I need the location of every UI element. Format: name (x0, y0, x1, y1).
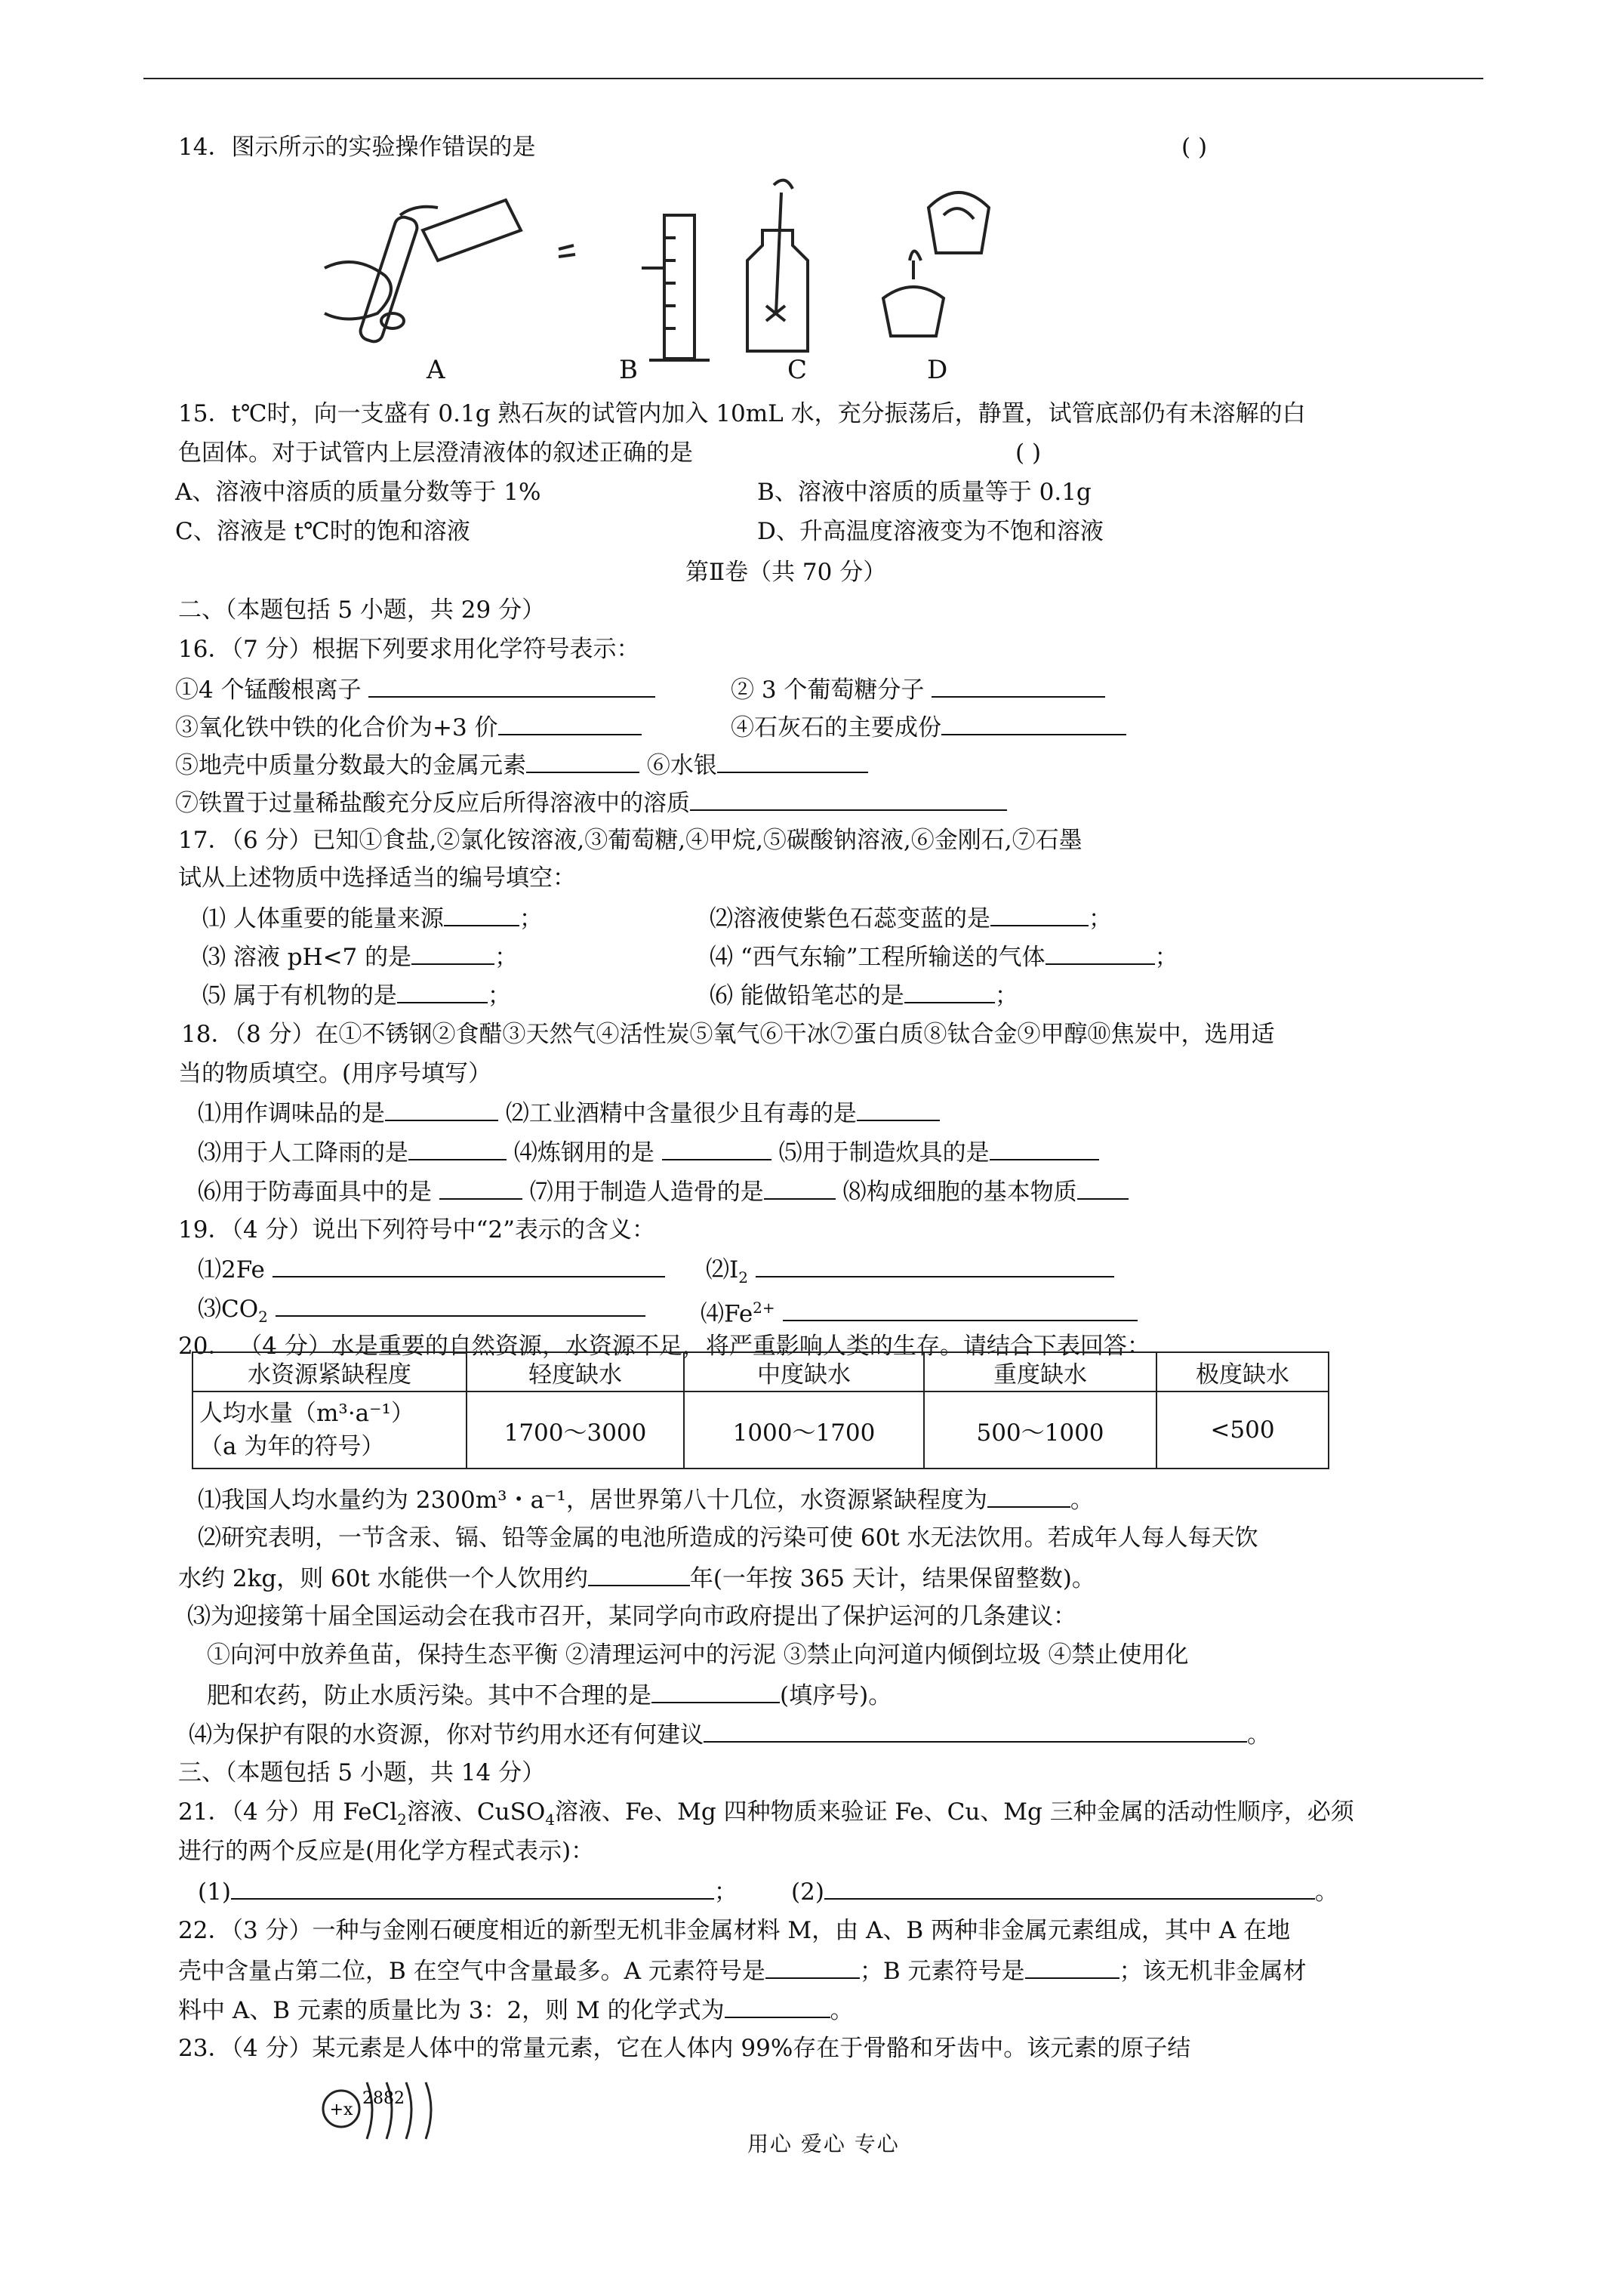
q19-item1: ⑴2Fe (198, 1253, 665, 1285)
q15-option-b: B、溶液中溶质的质量等于 0.1g (757, 479, 1092, 506)
table-header-cell: 极度缺水 (1156, 1352, 1329, 1391)
figure-d-lamp-icon (883, 193, 989, 336)
q21-line1: 21．（4 分）用 FeCl$_2$溶液、CuSO$_4$溶液、Fe、Mg 四种物质来验证 Fe、Cu、Mg 三种金属的活动性顺序，必须 (178, 1798, 1354, 1829)
q21-line2: 进行的两个反应是(用化学方程式表示)： (178, 1838, 595, 1865)
q20-part3c: 肥和农药，防止水质污染。其中不合理的是 (填序号)。 (207, 1679, 892, 1711)
q17-item5: ⑸ 属于有机物的是 ； (202, 979, 511, 1011)
q16-item7: ⑦铁置于过量稀盐酸充分反应后所得溶液中的溶质 (175, 787, 1007, 818)
q19-stem: 19．（4 分）说出下列符号中“2”表示的含义： (178, 1216, 655, 1244)
q20-stem: 20． （4 分）水是重要的自然资源，水资源不足，将严重影响人类的生存。请结合下表回答： (178, 1333, 1150, 1360)
q19-item3: $⑶CO_2$ (198, 1293, 645, 1332)
table-cell: <500 (1156, 1391, 1329, 1469)
table-header-cell: 轻度缺水 (467, 1352, 684, 1391)
q17-stem2: 试从上述物质中选择适当的编号填空： (178, 864, 576, 892)
q15-line2: 色固体。对于试管内上层澄清液体的叙述正确的是 (178, 439, 693, 467)
atom-shells: 2882 (362, 2089, 405, 2108)
q15-option-d: D、升高温度溶液变为不饱和溶液 (757, 518, 1104, 545)
q16-item1: ①4 个锰酸根离子 (175, 673, 655, 705)
figure-label-c: C (787, 355, 808, 385)
q15-option-c: C、溶液是 t℃时的饱和溶液 (175, 518, 470, 545)
q20-part2a: ⑵研究表明，一节含汞、镉、铅等金属的电池所造成的污染可使 60t 水无法饮用。若成年人每人每天饮 (198, 1524, 1258, 1552)
q21-item2: (2) 。 (791, 1875, 1338, 1907)
q17-item2: ⑵溶液使紫色石蕊变蓝的是 ； (710, 902, 1112, 934)
q19-item2: $⑵I_2$ (706, 1253, 1114, 1293)
q17-item4: ⑷ “西气东输”工程所输送的气体 ； (710, 941, 1178, 972)
table-row (192, 1352, 1329, 1391)
q22-line3: 料中 A、B 元素的质量比为 3：2，则 M 的化学式为 。 (178, 1994, 854, 2026)
q16-stem: 16．（7 分）根据下列要求用化学符号表示： (178, 636, 640, 663)
q23-stem: 23．（4 分）某元素是人体中的常量元素，它在人体内 99%存在于骨骼和牙齿中。该元素的原子结 (178, 2035, 1191, 2062)
table-row-label: 人均水量（m³·a⁻¹） （a 为年的符号） (192, 1391, 467, 1469)
table-header-cell: 水资源紧缺程度 (192, 1352, 467, 1391)
figure-label-b: B (619, 355, 638, 385)
figure-label-a: A (427, 355, 445, 385)
q18-row2: ⑶用于人工降雨的是 ⑷炼钢用的是 ⑸用于制造炊具的是 (198, 1136, 1099, 1168)
figure-a-pouring-icon (325, 200, 521, 344)
q16-item4: ④石灰石的主要成份 (731, 711, 1126, 743)
table-row (192, 1391, 1329, 1469)
table-header-cell: 中度缺水 (684, 1352, 924, 1391)
q15-line1: 15．t℃时，向一支盛有 0.1g 熟石灰的试管内加入 10mL 水，充分振荡后，静置，试管底部仍有未溶解的白 (178, 400, 1306, 427)
figure-c-bottle-icon (747, 180, 808, 351)
header-rule (143, 78, 1483, 79)
q15-option-a: A、溶液中溶质的质量分数等于 1% (175, 479, 541, 506)
q22-line1: 22．（3 分）一种与金刚石硬度相近的新型无机非金属材料 M，由 A、B 两种非金属元素组成，其中 A 在地 (178, 1917, 1291, 1944)
q20-part3a: ⑶为迎接第十届全国运动会在我市召开，某同学向市政府提出了保护运河的几条建议： (187, 1603, 1076, 1630)
q20-part3b: ①向河中放养鱼苗，保持生态平衡 ②清理运河中的污泥 ③禁止向河道内倾倒垃圾 ④禁止使用化 (207, 1641, 1189, 1669)
q17-item1: ⑴ 人体重要的能量来源 ； (202, 902, 543, 934)
section2-title: 第Ⅱ卷（共 70 分） (685, 559, 887, 586)
q18-row1: ⑴用作调味品的是 ⑵工业酒精中含量很少且有毒的是 (198, 1097, 940, 1129)
q20-part1: ⑴我国人均水量约为 2300m³・a⁻¹，居世界第八十几位，水资源紧缺程度为 。 (198, 1484, 1094, 1515)
q18-line1: 18．（8 分）在①不锈钢②食醋③天然气④活性炭⑤氧气⑥干冰⑦蛋白质⑧钛合金⑨甲醇⑩焦炭中，选用适 (181, 1021, 1275, 1048)
q19-item4: $⑷Fe^{2+}$ (701, 1293, 1138, 1329)
table-cell: 1700～3000 (467, 1391, 684, 1469)
q15-bracket: ( ) (1015, 439, 1042, 467)
q16-item2: ② 3 个葡萄糖分子 (731, 673, 1105, 705)
table-cell: 500～1000 (924, 1391, 1156, 1469)
q17-item6: ⑹ 能做铅笔芯的是 ； (710, 979, 1018, 1011)
q18-line2: 当的物质填空。(用序号填写） (178, 1060, 492, 1087)
atom-nucleus: +x (329, 2100, 353, 2119)
water-scarcity-table (192, 1351, 1329, 1469)
q14-stem: 14．图示所示的实验操作错误的是 (178, 134, 536, 161)
atom-structure-diagram (317, 2075, 453, 2158)
q16-item3: ③氧化铁中铁的化合价为+3 价 (175, 711, 642, 743)
q17-item3: ⑶ 溶液 pH<7 的是 ； (202, 941, 518, 972)
page-footer: 用心 爱心 专心 (747, 2131, 900, 2156)
q14-experiment-figure (310, 162, 1027, 389)
figure-label-d: D (927, 355, 948, 385)
q20-part4: ⑷为保护有限的水资源，你对节约用水还有何建议 。 (189, 1718, 1270, 1750)
q16-item5: ⑤地壳中质量分数最大的金属元素 ⑥水银 (175, 749, 868, 781)
q21-item1: (1) ； (198, 1875, 738, 1907)
part3-header: 三、（本题包括 5 小题，共 14 分） (178, 1759, 546, 1786)
q14-bracket: ( ) (1181, 134, 1208, 161)
table-cell: 1000～1700 (684, 1391, 924, 1469)
part2-header: 二、（本题包括 5 小题，共 29 分） (178, 596, 546, 624)
q20-part2b: 水约 2kg，则 60t 水能供一个人饮用约 年(一年按 365 天计，结果保留整数)。 (178, 1562, 1095, 1594)
figure-b-cylinder-icon (559, 215, 710, 360)
table-header-cell: 重度缺水 (924, 1352, 1156, 1391)
q17-stem: 17．（6 分）已知①食盐,②氯化铵溶液,③葡萄糖,④甲烷,⑤碳酸钠溶液,⑥金刚石,⑦石墨 (178, 827, 1083, 854)
q18-row3: ⑹用于防毒面具中的是 ⑺用于制造人造骨的是 ⑻构成细胞的基本物质 (198, 1176, 1129, 1207)
q22-line2: 壳中含量占第二位，B 在空气中含量最多。A 元素符号是 ；B 元素符号是 ；该无机非金属材 (178, 1955, 1307, 1986)
